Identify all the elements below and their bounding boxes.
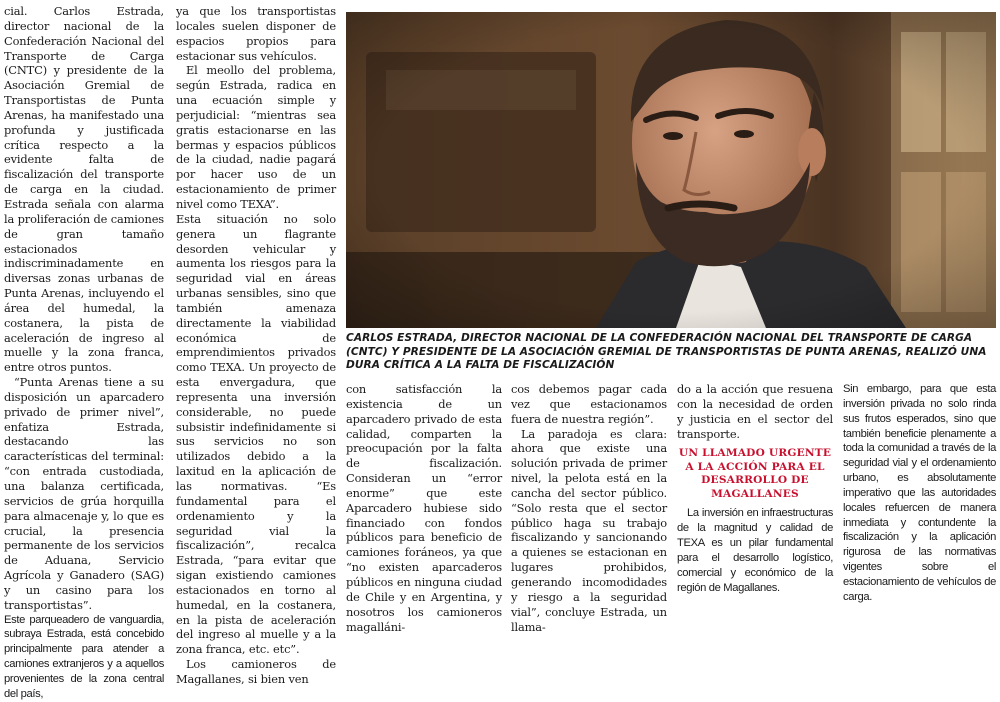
paragraph: Los camioneros de Magallanes, si bien ven xyxy=(176,657,336,686)
article-photo xyxy=(346,12,996,328)
paragraph: ya que los transportistas locales suelen disponer de espacios propios para estacionar sus vehículos. xyxy=(176,4,336,63)
article-column-3 xyxy=(346,382,502,634)
article-column-2 xyxy=(176,4,336,686)
article-column-6 xyxy=(843,382,996,603)
paragraph: do a la acción que resuena con la necesidad de orden y justicia en el sector del transporte. xyxy=(677,382,833,441)
portrait-illustration xyxy=(346,12,996,328)
article-column-1 xyxy=(4,4,164,700)
paragraph: “Punta Arenas tiene a su disposición un aparcadero privado de primer nivel”, enfatiza Estrada, destacando las características del terminal: “con entrada custodiada, una balanza certificada, servicios de grúa horquilla para almacenaje y, lo que es crucial, la presencia permanente de los servicios de Aduana, Servicio Agrícola y Ganadero (SAG) y un casino para los transportistas”. xyxy=(4,375,164,612)
paragraph: Sin embargo, para que esta inversión privada no solo rinda sus frutos esperados, sino que también beneficie plenamente a toda la comunidad a través de la seguridad vial y el ordenamiento urbano, es absolutamente imperativo que las autoridades locales refuercen de manera inmediata y contundente la fiscalización y la aplicación rigurosa de las normativas vigentes sobre el estacionamiento de vehículos de carga. xyxy=(843,383,996,603)
paragraph: La inversión en infraestructuras de la magnitud y calidad de TEXA es un pilar fundamental para el desarrollo logístico, comercial y económico de la región de Magallanes. xyxy=(677,507,833,594)
paragraph: con satisfacción la existencia de un aparcadero privado de esta calidad, comparten la preocupación por la falta de fiscalización. Consideran un “error enorme” que este Aparcadero hubiese sido financiado con fondos públicos para beneficio de camiones foráneos, ya que “no existen aparcaderos públicos en ninguna ciudad de Chile y en Argentina, y nosotros los camioneros magalláni- xyxy=(346,382,502,634)
paragraph: Este parqueadero de vanguardia, subraya Estrada, está concebido principalmente para atender a camiones extranjeros y a aquellos provenientes de la zona central del país, xyxy=(4,613,164,700)
article-column-5 xyxy=(677,382,833,596)
photo-caption: CARLOS ESTRADA, DIRECTOR NACIONAL DE LA CONFEDERACIÓN NACIONAL DEL TRANSPORTE DE CARGA (CNTC) Y PRESIDENTE DE LA ASOCIACIÓN GREMIAL DE TRANSPORTISTAS DE PUNTA ARENAS, REALIZÓ UNA DURA CRÍTICA A LA FALTA DE FISCALIZACIÓN xyxy=(346,332,987,372)
article-column-4 xyxy=(511,382,667,634)
paragraph: La paradoja es clara: ahora que existe una solución privada de primer nivel, la pelota está en la cancha del sector público. “Solo resta que el sector público haga su trabajo fiscalizando y sancionando a quienes se estacionan en lugares prohibidos, generando incomodidades y riesgo a la seguridad vial”, concluye Estrada, un llama- xyxy=(511,426,667,634)
section-subheading: UN LLAMADO URGENTE A LA ACCIÓN PARA EL DESARROLLO DE MAGALLANES xyxy=(678,447,832,500)
paragraph: El meollo del problema, según Estrada, radica en una ecuación simple y perjudicial: “mientras sea gratis estacionarse en las bermas y espacios públicos de la ciudad, nadie pagará por hacer uso de un estacionamiento de primer nivel como TEXA”. xyxy=(176,63,336,211)
paragraph: cial. Carlos Estrada, director nacional de la Confederación Nacional del Transporte de Carga (CNTC) y presidente de la Asociación Gremial de Transportistas de Punta Arenas, ha manifestado una profunda y justificada crítica respecto a la evidente falta de fiscalización del transporte de carga en la ciudad. Estrada señala con alarma la proliferación de camiones de gran tamaño estacionados indiscriminadamente en diversas zonas urbanas de Punta Arenas, incluyendo el área del humedal, la costanera, la pista de aceleración de ingreso al muelle y la zona franca, entre otros puntos. xyxy=(4,4,164,375)
paragraph: Esta situación no solo genera un flagrante desorden vehicular y aumenta los riesgos para la seguridad vial en áreas urbanas sensibles, sino que también amenaza directamente la viabilidad económica de emprendimientos privados como TEXA. Un proyecto de esta envergadura, que representa una inversión considerable, no puede subsistir indefinidamente si sus servicios no son utilizados debido a la laxitud en la aplicación de las normativas. “Es fundamental para el ordenamiento y la seguridad vial la fiscalización”, recalca Estrada, “para evitar que sigan existiendo camiones estacionados en torno al humedal, en la costanera, en la pista de aceleración del ingreso al muelle y a la zona franca, etc. etc”. xyxy=(176,211,336,657)
paragraph: cos debemos pagar cada vez que estacionamos fuera de nuestra región”. xyxy=(511,382,667,426)
